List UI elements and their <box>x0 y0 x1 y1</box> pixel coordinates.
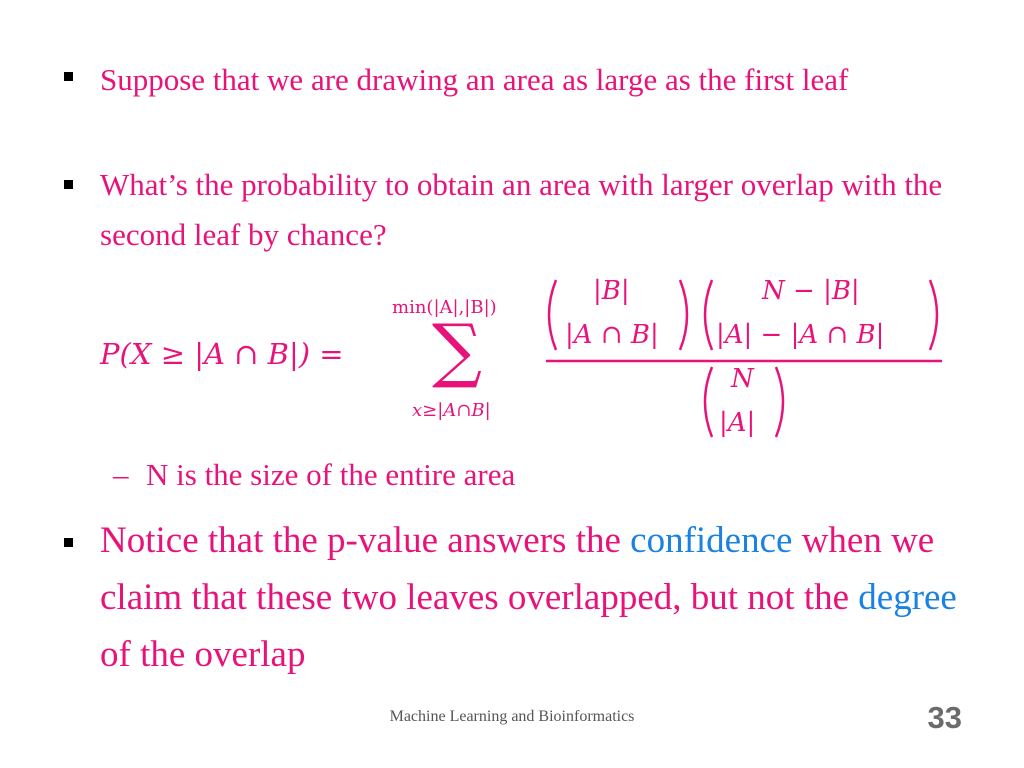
degree-highlight: degree <box>858 577 957 618</box>
binom3-left-paren <box>705 367 712 437</box>
bullet-marker-2 <box>64 180 73 189</box>
binom2-bottom: |A| − |A ∩ B| <box>716 320 885 350</box>
binom1-bottom: |A ∩ B| <box>565 320 659 350</box>
page-number: 33 <box>927 700 962 735</box>
bullet-text-2: What’s the probability to obtain an area with larger overlap with the second leaf by chance? <box>100 167 943 252</box>
bullet-marker-3 <box>64 538 73 547</box>
slide-footer: Machine Learning and Bioinformatics <box>389 708 635 725</box>
sum-upper-limit: min(|A|,|B|) <box>392 297 497 318</box>
binom3-right-paren <box>776 367 783 437</box>
binom1-top: |B| <box>593 276 630 306</box>
binom2-top: N − |B| <box>762 276 860 306</box>
sum-lower-limit: x≥|A∩B| <box>412 400 491 421</box>
bullet-marker-1 <box>64 72 73 81</box>
binom2-right-paren <box>930 280 937 350</box>
binom3-bottom: |A| <box>719 408 756 438</box>
binom3-top: N <box>731 364 754 394</box>
notice-text <box>100 512 980 683</box>
sum-symbol: ∑ <box>432 309 482 391</box>
notice-part-1: Notice that the p-value answers the <box>100 520 631 561</box>
confidence-highlight: confidence <box>630 520 793 561</box>
binom1-left-paren <box>549 280 556 350</box>
binom1-right-paren <box>680 280 687 350</box>
binom2-left-paren <box>705 280 712 350</box>
sub-bullet-text: N is the size of the entire area <box>146 457 516 492</box>
formula-lhs: P(X ≥ |A ∩ B|) = <box>100 337 344 371</box>
notice-part-2: when we claim that these two leaves overlapped, but not the <box>100 520 935 618</box>
notice-part-3: of the overlap <box>100 634 306 675</box>
bullet-text-1: Suppose that we are drawing an area as large as the first leaf <box>100 62 849 97</box>
sub-bullet-dash: – <box>113 457 129 492</box>
